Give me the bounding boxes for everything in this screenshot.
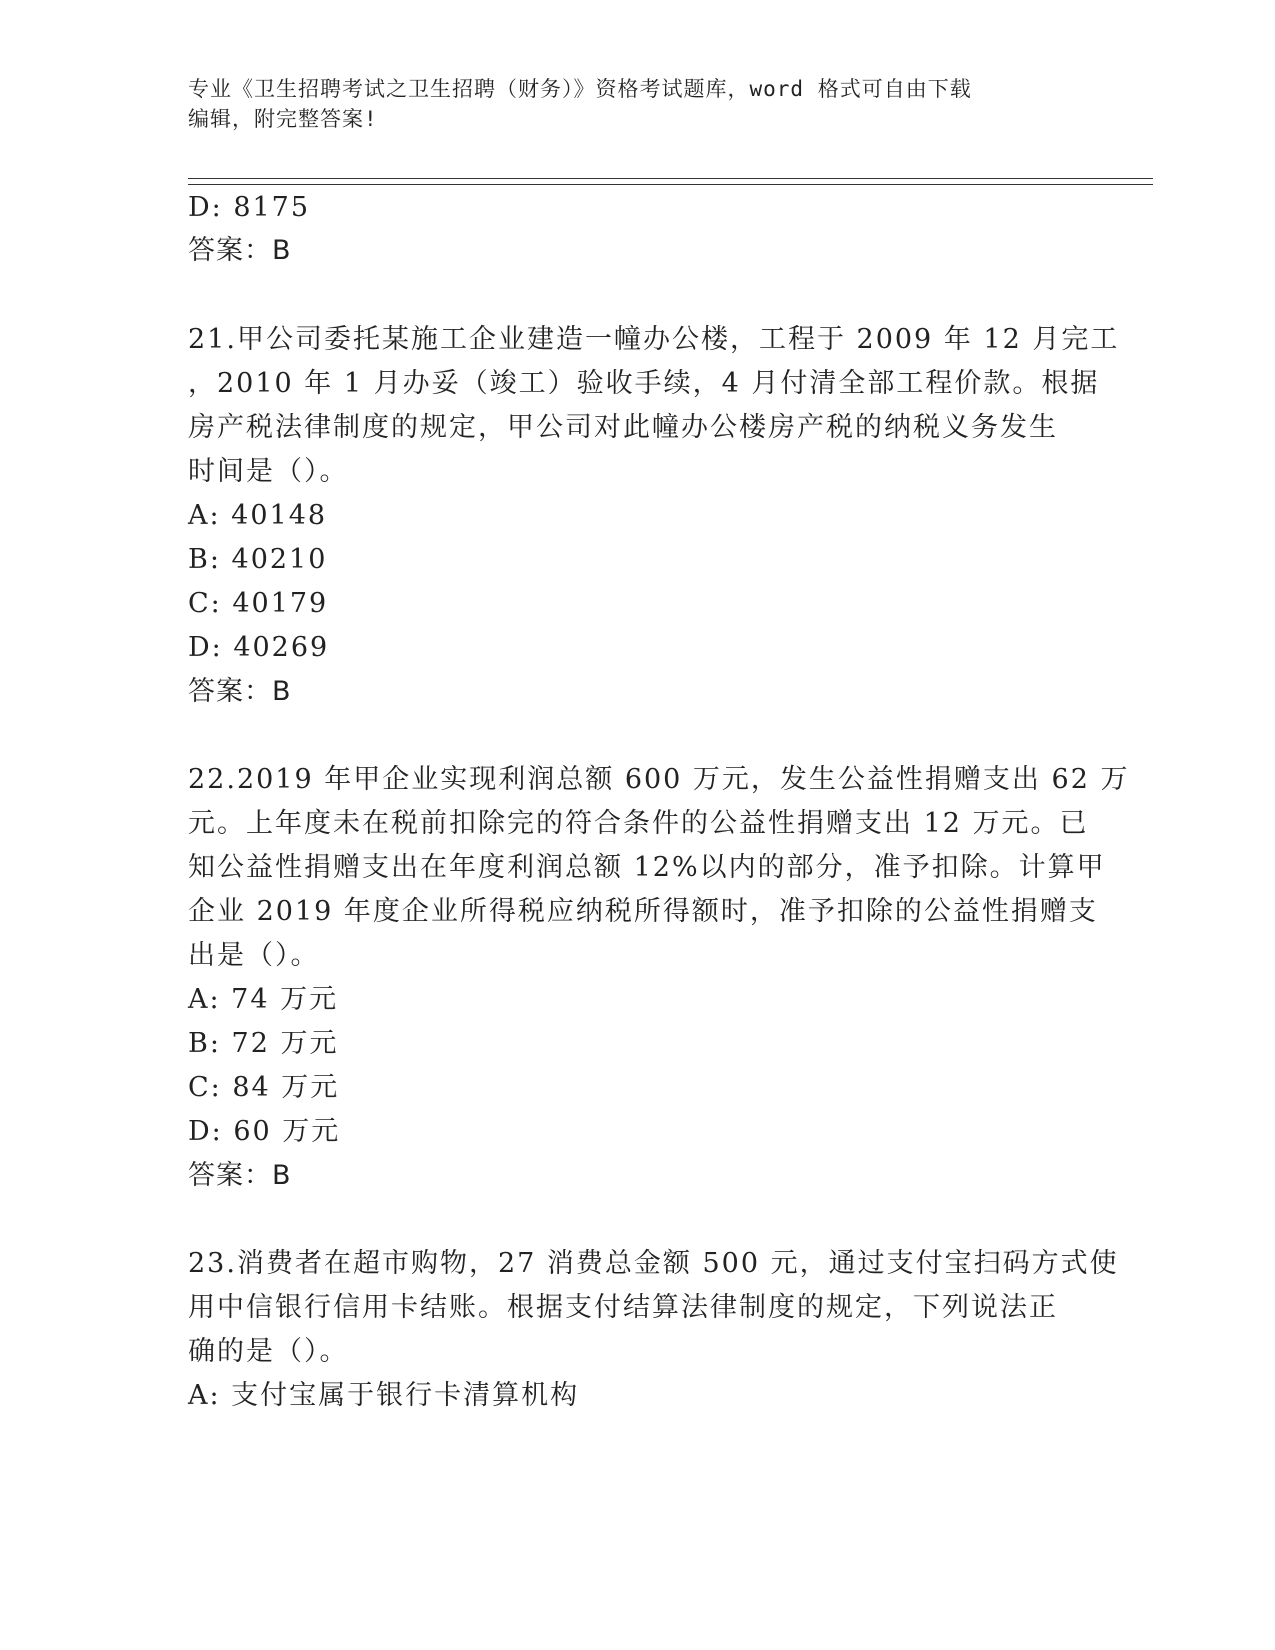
q21-option-b: B: 40210 bbox=[188, 544, 328, 575]
q22-text-line-5: 出是（）。 bbox=[188, 940, 320, 971]
q22-text-line-2: 元。上年度未在税前扣除完的符合条件的公益性捐赠支出 12 万元。已 bbox=[188, 808, 1089, 839]
q21-option-c: C: 40179 bbox=[188, 588, 329, 619]
q22-option-c: C: 84 万元 bbox=[188, 1072, 340, 1103]
q23-text-line-1: 23.消费者在超市购物，27 消费总金额 500 元，通过支付宝扫码方式使 bbox=[188, 1248, 1119, 1279]
q21-text-line-1: 21.甲公司委托某施工企业建造一幢办公楼，工程于 2009 年 12 月完工 bbox=[188, 324, 1120, 355]
q21-option-a: A: 40148 bbox=[188, 500, 328, 531]
q22-option-d: D: 60 万元 bbox=[188, 1116, 341, 1147]
q22-option-b: B: 72 万元 bbox=[188, 1028, 339, 1059]
prev-answer: 答案：B bbox=[188, 235, 292, 266]
q22-option-a: A: 74 万元 bbox=[188, 984, 339, 1015]
q23-text-line-2: 用中信银行信用卡结账。根据支付结算法律制度的规定，下列说法正 bbox=[188, 1292, 1058, 1323]
q21-option-d: D: 40269 bbox=[188, 632, 330, 663]
q21-text-line-3: 房产税法律制度的规定，甲公司对此幢办公楼房产税的纳税义务发生 bbox=[188, 412, 1058, 443]
q21-answer: 答案：B bbox=[188, 676, 292, 707]
q21-text-line-2: ，2010 年 1 月办妥（竣工）验收手续，4 月付清全部工程价款。根据 bbox=[188, 368, 1100, 399]
prev-option-d: D: 8175 bbox=[188, 192, 311, 223]
q22-text-line-3: 知公益性捐赠支出在年度利润总额 12%以内的部分，准予扣除。计算甲 bbox=[188, 852, 1106, 883]
header-divider-top bbox=[188, 178, 1153, 179]
q22-text-line-1: 22.2019 年甲企业实现利润总额 600 万元，发生公益性捐赠支出 62 万 bbox=[188, 764, 1130, 795]
q22-text-line-4: 企业 2019 年度企业所得税应纳税所得额时，准予扣除的公益性捐赠支 bbox=[188, 896, 1098, 927]
header-line-1: 专业《卫生招聘考试之卫生招聘（财务）》资格考试题库，word 格式可自由下载 bbox=[188, 77, 972, 101]
header-divider-bottom bbox=[188, 184, 1153, 185]
q23-text-line-3: 确的是（）。 bbox=[188, 1336, 349, 1367]
q22-answer: 答案：B bbox=[188, 1160, 292, 1191]
q23-option-a: A: 支付宝属于银行卡清算机构 bbox=[188, 1380, 580, 1411]
document-header bbox=[188, 74, 1088, 134]
header-line-2: 编辑，附完整答案! bbox=[188, 107, 378, 131]
q21-text-line-4: 时间是（）。 bbox=[188, 456, 349, 487]
